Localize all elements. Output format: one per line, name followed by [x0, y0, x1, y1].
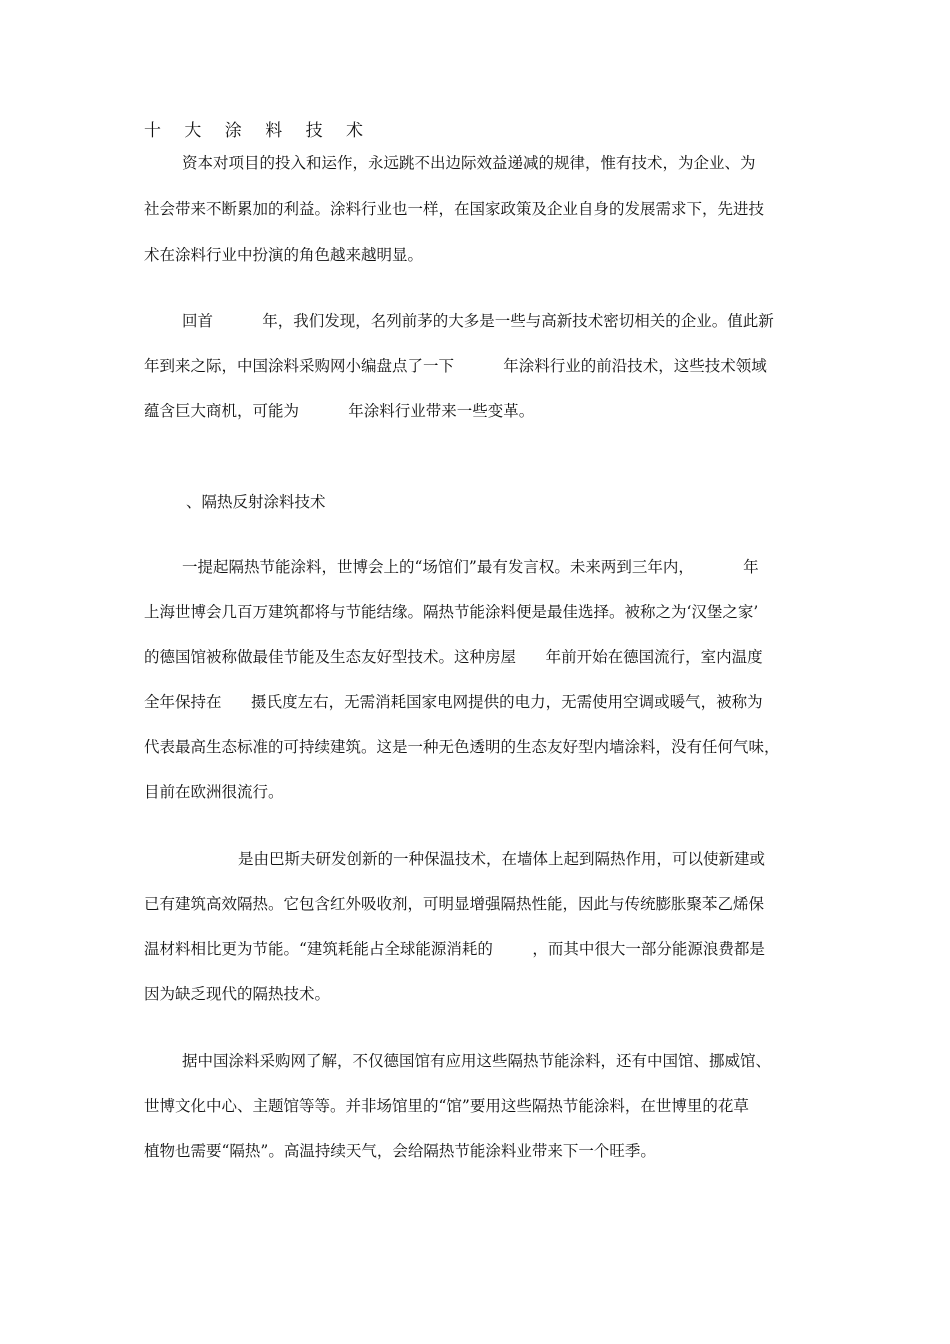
review-line-3: 蕴含巨大商机，可能为 年涂料行业带来一些变革。: [144, 402, 535, 420]
section1-p2-line-4: 因为缺乏现代的隔热技术。: [144, 985, 331, 1003]
section1-p3-line-1: 据中国涂料采购网了解，不仅德国馆有应用这些隔热节能涂料，还有中国馆、挪威馆、: [182, 1052, 772, 1070]
section1-p1-line-5: 代表最高生态标准的可持续建筑。这是一种无色透明的生态友好型内墙涂料，没有任何气味，: [144, 738, 780, 756]
intro-line-1: 资本对项目的投入和运作，永远跳不出边际效益递减的规律，惟有技术，为企业、为: [182, 154, 756, 172]
section1-p2-line-2: 已有建筑高效隔热。它包含红外吸收剂，可明显增强隔热性能，因此与传统膨胀聚苯乙烯保: [144, 895, 765, 913]
section1-p1-line-6: 目前在欧洲很流行。: [144, 783, 284, 801]
section1-p3-line-2: 世博文化中心、主题馆等等。并非场馆里的“馆”要用这些隔热节能涂料，在世博里的花草: [144, 1097, 749, 1115]
review-line-1: 回首 年，我们发现，名列前茅的大多是一些与高新技术密切相关的企业。值此新: [182, 312, 774, 330]
section1-p2-line-1: 是由巴斯夫研发创新的一种保温技术，在墙体上起到隔热作用，可以使新建或: [238, 850, 766, 868]
section1-p3-line-3: 植物也需要“隔热”。高温持续天气，会给隔热节能涂料业带来下一个旺季。: [144, 1142, 656, 1160]
section1-p1-line-2: 上海世博会几百万建筑都将与节能结缘。隔热节能涂料便是最佳选择。被称之为‘汉堡之家’: [144, 603, 759, 621]
section-heading: 、隔热反射涂料技术: [186, 493, 326, 511]
review-line-2: 年到来之际，中国涂料采购网小编盘点了一下 年涂料行业的前沿技术，这些技术领域: [144, 357, 767, 375]
intro-line-3: 术在涂料行业中扮演的角色越来越明显。: [144, 246, 424, 264]
section1-p2-line-3: 温材料相比更为节能。“建筑耗能占全球能源消耗的 ，而其中很大一部分能源浪费都是: [144, 940, 765, 958]
document-title: 十 大 涂 料 技 术: [144, 121, 373, 141]
section1-p1-line-1: 一提起隔热节能涂料，世博会上的“场馆们”最有发言权。未来两到三年内， 年: [182, 558, 759, 576]
section1-p1-line-3: 的德国馆被称做最佳节能及生态友好型技术。这种房屋 年前开始在德国流行，室内温度: [144, 648, 763, 666]
intro-line-2: 社会带来不断累加的利益。涂料行业也一样，在国家政策及企业自身的发展需求下，先进技: [144, 200, 765, 218]
section1-p1-line-4: 全年保持在 摄氏度左右，无需消耗国家电网提供的电力，无需使用空调或暖气，被称为: [144, 693, 763, 711]
